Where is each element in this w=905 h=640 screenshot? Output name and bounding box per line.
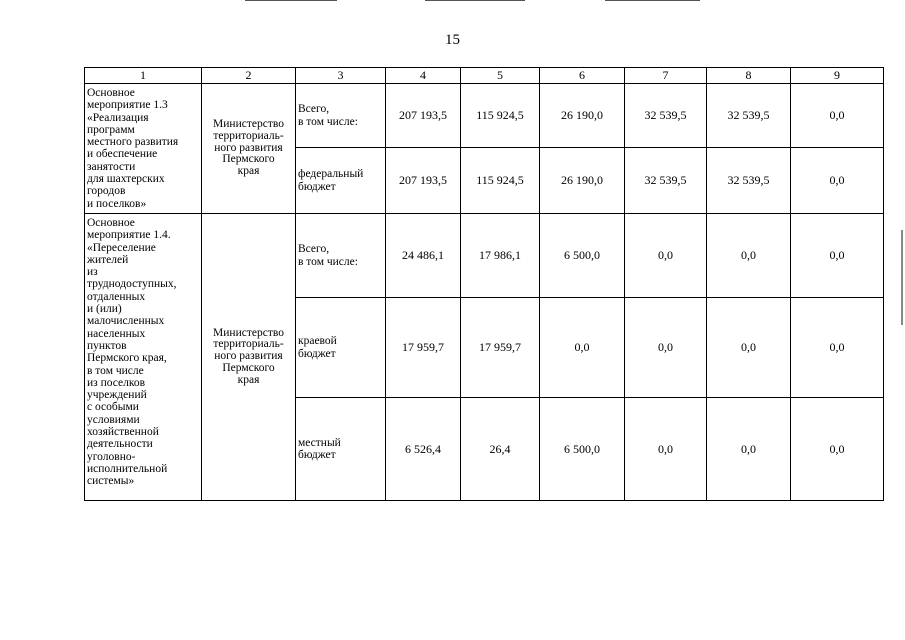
scan-edge-mark: [901, 230, 903, 325]
scan-top-line-right: [605, 0, 700, 1]
value-cell: 0,0: [791, 398, 884, 501]
scan-top-line-middle: [425, 0, 525, 1]
value-cell: 6 526,4: [386, 398, 461, 501]
value-cell: 32 539,5: [707, 84, 791, 148]
budget-table: [84, 67, 884, 501]
executor-cell: Министерство территориаль- ного развития Пермского края: [202, 84, 296, 214]
funding-source-cell: местный бюджет: [296, 398, 386, 501]
value-cell: 0,0: [791, 298, 884, 398]
col-header-5: 5: [461, 68, 540, 84]
col-header-3: 3: [296, 68, 386, 84]
value-cell: 32 539,5: [707, 148, 791, 214]
value-cell: 26,4: [461, 398, 540, 501]
activity-cell: Основное мероприятие 1.3 «Реализация программ местного развития и обеспечение занятости для шахтерских городов и поселков»: [85, 84, 202, 214]
funding-source-cell: краевой бюджет: [296, 298, 386, 398]
funding-source-cell: Всего, в том числе:: [296, 214, 386, 298]
value-cell: 0,0: [791, 148, 884, 214]
table-row: [85, 84, 884, 148]
col-header-1: 1: [85, 68, 202, 84]
value-cell: 17 986,1: [461, 214, 540, 298]
value-cell: 0,0: [625, 398, 707, 501]
value-cell: 26 190,0: [540, 84, 625, 148]
value-cell: 17 959,7: [386, 298, 461, 398]
value-cell: 6 500,0: [540, 398, 625, 501]
scan-top-line-left: [245, 0, 337, 1]
value-cell: 0,0: [707, 298, 791, 398]
value-cell: 0,0: [625, 214, 707, 298]
col-header-9: 9: [791, 68, 884, 84]
value-cell: 0,0: [625, 298, 707, 398]
value-cell: 207 193,5: [386, 148, 461, 214]
value-cell: 17 959,7: [461, 298, 540, 398]
col-header-2: 2: [202, 68, 296, 84]
col-header-6: 6: [540, 68, 625, 84]
value-cell: 32 539,5: [625, 148, 707, 214]
value-cell: 115 924,5: [461, 84, 540, 148]
value-cell: 0,0: [791, 214, 884, 298]
value-cell: 32 539,5: [625, 84, 707, 148]
value-cell: 0,0: [707, 398, 791, 501]
value-cell: 6 500,0: [540, 214, 625, 298]
value-cell: 115 924,5: [461, 148, 540, 214]
page-number: 15: [445, 32, 460, 48]
value-cell: 24 486,1: [386, 214, 461, 298]
activity-cell: Основное мероприятие 1.4. «Переселение жителей из труднодоступных, отдаленных и (или) малочисленных населенных пунктов Пермского края, в том числе из поселков учреждений с особыми условиями хозяйственной деятельности уголовно- исполнительной системы»: [85, 214, 202, 501]
header-row: [85, 68, 884, 84]
value-cell: 207 193,5: [386, 84, 461, 148]
col-header-4: 4: [386, 68, 461, 84]
funding-source-cell: Всего, в том числе:: [296, 84, 386, 148]
col-header-8: 8: [707, 68, 791, 84]
executor-cell: Министерство территориаль- ного развития Пермского края: [202, 214, 296, 501]
value-cell: 26 190,0: [540, 148, 625, 214]
value-cell: 0,0: [707, 214, 791, 298]
value-cell: 0,0: [791, 84, 884, 148]
table-row: [85, 214, 884, 298]
funding-source-cell: федеральный бюджет: [296, 148, 386, 214]
col-header-7: 7: [625, 68, 707, 84]
value-cell: 0,0: [540, 298, 625, 398]
